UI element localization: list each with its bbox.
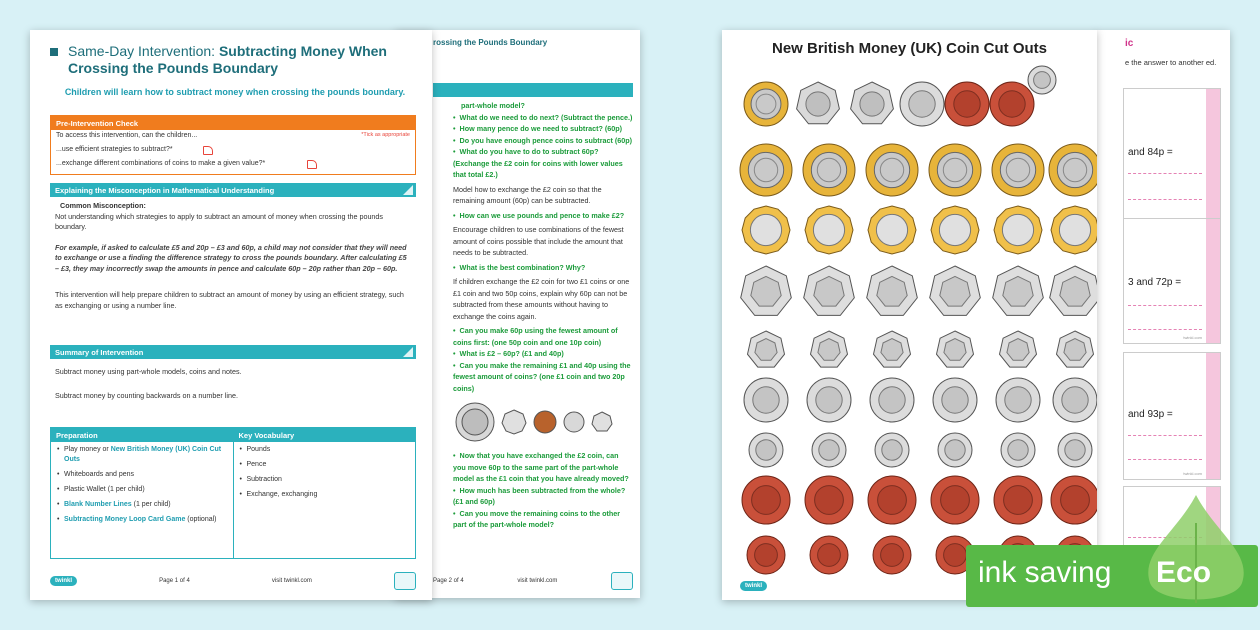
question-prompt: • What do you have to do to subtract 60p? (Exchange the £2 coin for coins with lower values that total £2.) xyxy=(453,146,633,181)
coin-icon xyxy=(804,266,855,315)
coin-icon xyxy=(742,206,790,254)
coin-sheet-title: New British Money (UK) Coin Cut Outs xyxy=(772,40,1047,57)
tick-box[interactable] xyxy=(203,146,213,155)
question-prompt: • What is £2 – 60p? (£1 and 40p) xyxy=(453,348,633,360)
preparation-header: Preparation xyxy=(51,428,233,442)
coin-icon xyxy=(1057,331,1094,367)
coin-icon xyxy=(1028,66,1056,94)
page2-header: rossing the Pounds Boundary xyxy=(433,38,548,47)
tick-note: *Tick as appropriate xyxy=(361,132,410,138)
question-text: 3 and 72p = xyxy=(1128,277,1182,288)
coin-icon xyxy=(929,144,981,196)
coin-icon xyxy=(1051,206,1097,254)
badge-icon xyxy=(394,572,416,590)
title-main: Subtracting Money When Crossing the Pounds Boundary xyxy=(68,43,387,76)
coin-icon xyxy=(1049,144,1097,196)
page-subtitle: Children will learn how to subtract money when crossing the pounds boundary. xyxy=(64,87,406,97)
question-box: 3 and 72p = twinkl.com xyxy=(1123,218,1221,344)
coin-icon xyxy=(851,82,894,124)
coin-icon xyxy=(900,82,944,126)
misconception-text: Not understanding which strategies to apply to subtract an amount of money when crossing the pounds boundary. xyxy=(55,211,384,231)
question-prompt: • How many pence do we need to subtract? (60p) xyxy=(453,123,633,135)
misconception-label: Common Misconception: xyxy=(60,201,146,210)
coin-icon xyxy=(994,206,1042,254)
coin-icon xyxy=(937,331,974,367)
misconception-section xyxy=(50,183,416,315)
coin-icon xyxy=(993,266,1044,315)
twinkl-logo: twinkl xyxy=(50,576,77,586)
twinkl-logo: twinkl xyxy=(740,581,767,591)
prep-item: • Play money or New British Money (UK) Coin Cut Outs xyxy=(57,445,227,465)
ten-pence-coin-icon xyxy=(563,411,585,433)
question-text: and 84p = xyxy=(1128,147,1173,158)
page-number: Page 2 of 4 xyxy=(433,578,464,584)
coin-icon xyxy=(873,536,911,574)
guidance-text: Model how to exchange the £2 coin so that the remaining amount (60p) can be subtracted. xyxy=(453,184,602,205)
coin-icon xyxy=(807,378,851,422)
coin-icon xyxy=(748,331,785,367)
coin-icon xyxy=(741,266,792,315)
question-prompt: • Can you move the remaining coins to the other part of the part-whole model? xyxy=(453,508,633,531)
coin-cutouts-page xyxy=(722,30,1097,600)
prep-item: • Whiteboards and pens xyxy=(57,470,227,480)
coin-icon xyxy=(867,266,918,315)
coin-icon xyxy=(992,144,1044,196)
coin-icon xyxy=(868,476,916,524)
coin-icon xyxy=(930,266,981,315)
coin-icon xyxy=(812,433,846,467)
site-url: visit twinkl.com xyxy=(517,578,558,584)
coin-icon xyxy=(870,378,914,422)
page-number: Page 1 of 4 xyxy=(159,578,190,584)
guidance-text: If children exchange the £2 coin for two £1 coins or one £1 coin and two 50p coins, explain why 60p can not be subtracted from these amounts without having to exchange the coins again. xyxy=(453,277,630,321)
footer xyxy=(740,574,767,592)
coin-icon xyxy=(1051,476,1097,524)
coin-icon xyxy=(994,476,1042,524)
badge-icon xyxy=(611,572,633,590)
prep-item: • Plastic Wallet (1 per child) xyxy=(57,485,227,495)
coin-icon xyxy=(805,206,853,254)
section-header: Explaining the Misconception in Mathematical Understanding xyxy=(50,183,416,197)
vocab-item: • Pounds xyxy=(240,445,410,455)
question-prompt: • Can you make 60p using the fewest amount of coins first: (one 50p coin and one 10p coin) xyxy=(453,325,633,348)
question-prompt: • Now that you have exchanged the £2 coin, can you move 60p to the same part of the part-whole model as the £1 coin that you have already moved? xyxy=(453,450,633,485)
coin-icon xyxy=(740,144,792,196)
page-title xyxy=(68,43,418,77)
coin-icon xyxy=(938,433,972,467)
question-prompt: • Can you make the remaining £1 and 40p using the fewest amount of coins? (one £1 coin and two 20p coins) xyxy=(453,360,633,395)
coin-icon xyxy=(744,378,788,422)
resource-link[interactable]: Blank Number Lines xyxy=(64,501,132,508)
twenty-pence-coin-icon xyxy=(591,411,613,433)
coin-icon xyxy=(1000,331,1037,367)
question-prompt: • How much has been subtracted from the whole? (£1 and 60p) xyxy=(453,485,633,508)
coin-icon xyxy=(810,536,848,574)
fifty-pence-coin-icon xyxy=(501,409,527,435)
question-prompt: • Do you have enough pence coins to subtract (60p) xyxy=(453,135,633,147)
coin-sheet xyxy=(722,30,1097,600)
coin-icon xyxy=(990,82,1034,126)
vocabulary-header: Key Vocabulary xyxy=(234,428,416,442)
section-header: Pre-Intervention Check xyxy=(51,116,415,130)
coin-icon xyxy=(866,144,918,196)
coin-icon xyxy=(803,144,855,196)
pre-check-item: ...use efficient strategies to subtract?* xyxy=(56,146,173,153)
coin-icon xyxy=(996,378,1040,422)
title-bullet xyxy=(50,48,58,56)
coin-icon xyxy=(742,476,790,524)
question-prompt: • What is the best combination? Why? xyxy=(453,262,633,274)
summary-line: Subtract money using part-whole models, coins and notes. xyxy=(55,367,242,376)
coin-icon xyxy=(933,378,977,422)
coin-icon xyxy=(868,206,916,254)
resource-link[interactable]: New British Money (UK) Coin Cut Outs xyxy=(64,446,222,463)
eco-text: ink saving xyxy=(978,556,1112,589)
title-prefix: Same-Day Intervention: xyxy=(68,43,219,59)
eco-label: Eco xyxy=(1156,556,1212,589)
coin-icon xyxy=(1050,266,1097,315)
summary-line: Subtract money by counting backwards on a number line. xyxy=(55,391,238,400)
pre-intervention-check xyxy=(50,115,416,175)
guidance-text: Encourage children to use combinations of the fewest amount of coins possible that include the amount that needs to be subtracted. xyxy=(453,225,624,257)
page3-header: ic xyxy=(1125,38,1134,49)
page3-intro: e the answer to another ed. xyxy=(1125,58,1217,67)
coin-icon xyxy=(1053,378,1097,422)
summary-section xyxy=(50,345,416,409)
coin-icon xyxy=(805,476,853,524)
eco-badge xyxy=(966,545,1258,607)
prep-item: • Subtracting Money Loop Card Game (optional) xyxy=(57,515,227,525)
vocab-item: • Pence xyxy=(240,460,410,470)
coin-icon xyxy=(1001,433,1035,467)
question-prompt: • How can we use pounds and pence to make £2? xyxy=(453,210,633,222)
footer xyxy=(50,572,416,590)
vocab-item: • Exchange, exchanging xyxy=(240,490,410,500)
question-text: and 93p = xyxy=(1128,409,1173,420)
section-header: Summary of Intervention xyxy=(50,345,416,359)
page2-content xyxy=(453,100,633,531)
coin-icon xyxy=(1058,433,1092,467)
coin-icon xyxy=(945,82,989,126)
resource-link[interactable]: Subtracting Money Loop Card Game xyxy=(64,516,186,523)
coin-icon xyxy=(747,536,785,574)
coin-icon xyxy=(744,82,788,126)
coins-illustration xyxy=(455,402,633,442)
misconception-example: For example, if asked to calculate £5 and 20p – £3 and 60p, a child may not consider that they will need to exchange or use a finding the difference strategy to cross the pounds boundary. After calculating £5 – £3, they may incorrectly swap the amounts in pence and calculate 60p – 20p rather than 20p – 60p. xyxy=(55,242,407,273)
section-bar xyxy=(433,83,633,97)
pre-check-item: ...exchange different combinations of coins to make a given value?* xyxy=(56,160,266,167)
coin-icon xyxy=(931,206,979,254)
two-pence-coin-icon xyxy=(533,410,557,434)
coin-icon xyxy=(875,433,909,467)
worksheet-page-1 xyxy=(30,30,432,600)
site-url: visit twinkl.com xyxy=(271,578,312,584)
tick-box[interactable] xyxy=(307,160,317,169)
footer xyxy=(433,572,633,590)
pre-check-intro: To access this intervention, can the children... xyxy=(56,132,198,139)
prep-item: • Blank Number Lines (1 per child) xyxy=(57,500,227,510)
intervention-help: This intervention will help prepare children to subtract an amount of money by using an efficient strategy, such as exchanging or using a number line. xyxy=(55,290,404,310)
coin-icon xyxy=(874,331,911,367)
two-pound-coin-icon xyxy=(455,402,495,442)
coin-icon xyxy=(811,331,848,367)
preparation-vocabulary-table xyxy=(50,427,416,559)
question-box: and 93p = twinkl.com xyxy=(1123,352,1221,480)
coin-icon xyxy=(797,82,840,124)
coin-icon xyxy=(931,476,979,524)
question-prompt: • What do we need to do next? (Subtract the pence.) xyxy=(453,112,633,124)
coin-icon xyxy=(749,433,783,467)
vocab-item: • Subtraction xyxy=(240,475,410,485)
question-prompt: part-whole model? xyxy=(461,101,525,110)
